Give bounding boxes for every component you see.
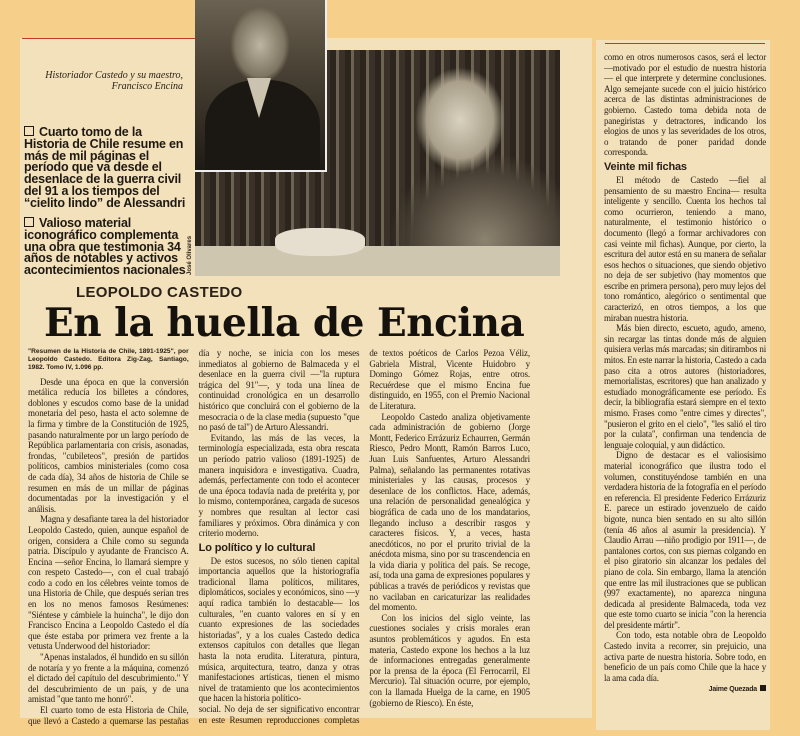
paragraph: social. No deja de ser significativo encontrar en este Resumen reproducciones completas de textos poéticos de Carlos Pezoa Véliz, Gabriela Mistral, Vicente Huidobro y Domingo Gómez Rojas, entre otros. Recuérdese que el mismo Encina fue distinguido, en 1955, con el Premio Nacional de Literatura. <box>198 348 530 725</box>
paragraph: Con los inicios del siglo veinte, las cuestiones sociales y crisis morales eran asuntos problemáticos y agudos. En esta materia, Castedo expone los hechos a la luz de informaciones entregadas generalmente por la prensa de la época (El Ferrocarril, El Mercurio). Tal situación ocurre, por ejemplo, con la llamada Huelga de la carne, en 1905 (gobierno de Riesco). En éste, <box>369 612 530 708</box>
subheading: Veinte mil fichas <box>604 160 687 173</box>
paragraph: Digno de destacar es el valiosísimo material iconográfico que ilustra todo el volumen, constituyéndose también en una verdadera historia de la fotografía en el período en referencia. El presidente Federico Errázuriz E. parece un estirado jovenzuelo de caído bigote, nunca bien sentado en su alto sillón (tenía 46 años al asumir la presidencia). Y Claudio Arrau —niño prodigio por 1911—, de pantalones cortos, con sus piernas colgando en el piso giratorio sin alcanzar los pedales del piano de cola. Sin embargo, llama la atención que entre las mil ilustraciones que se publican (997 exactamente), no aparezca ninguna dedicada al presidente Balmaceda, toda vez que este tomo cuarto se inicia "con la herencia del presidente mártir". <box>604 450 766 630</box>
paragraph: Con todo, esta notable obra de Leopoldo Castedo invita a recorrer, sin prejuicio, una activa parte de nuestra historia. Sobre todo, en beneficio de un país como Chile que la hace y la ama cada día. <box>604 630 766 683</box>
author-kicker: LEOPOLDO CASTEDO <box>76 284 243 301</box>
deck-2-text: Valioso material iconográfico complementa una obra que testimonia 34 años de notables y activos acontecimientos nacionales <box>24 216 186 278</box>
paragraph: De estos sucesos, no sólo tienen capital importancia aquellos que la historiografía tradicional llama políticos, militares, diplomáticos, sociales y económicos, sino —y aquí radica también lo destacable— los culturales, "en cuanto valores en sí y en cuanto expresiones de las sociedades historiadas", y a los cuales Castedo dedica extensos capítulos con detalles que llegan hasta la nota erudita. Literatura, pintura, música, arquitectura, teatro, danza y otras manifestaciones artísticas, tienen el mismo nivel de tratamiento que los acontecimientos que hacen la historia político- <box>198 555 360 704</box>
paragraph: Evitando, las más de las veces, la terminología especializada, esta obra rescata un período patrio valioso (1891-1925) de manera inquisidora e investigativa. Cuadra, además, perfectamente con todo el acontecer de una época todavía nada de pretérita y, por lo mismo, contemporánea, cargada de sucesos y nombres que resultan al lector casi familiares y próximos. Obra dinámica y con criterio moderno. <box>198 432 360 539</box>
book-citation: "Resumen de la Historia de Chile, 1891-1925", por Leopoldo Castedo. Editora Zig-Zag, Santiago, 1982. Tomo IV, 1.096 pp. <box>28 348 189 372</box>
byline <box>604 685 766 694</box>
paragraph: El método de Castedo —fiel al pensamiento de su maestro Encina— resulta inteligente y sencillo. Cuenta los hechos tal como ocurrieron, teniendo a mano, naturalmente, el testimonio histórico o documento (llegó a formar archivadores con casi veinte mil fichas). Aunque, por cierto, la escritura del autor está en su manera de señalar esos hechos o situaciones, que siendo objetivo no deja de ser subjetivo (hay momentos que escribe en primera persona), pero muy lejos del tono romántico, alegórico o sentimental que caracterizó, en otros tiempos, a los que miraban nuestra historia. <box>604 174 766 323</box>
photo-desk <box>195 246 560 276</box>
deck-2 <box>24 217 186 277</box>
photo-francisco-encina <box>195 0 327 172</box>
top-rule-right <box>605 43 765 44</box>
photo-hand <box>275 228 365 256</box>
paragraph: Magna y desafiante tarea la del historiador Leopoldo Castedo, quien, aunque español de origen, considera a Chile como su segunda patria. Discípulo y ayudante de Francisco A. Encina —señor Encina, lo llamará siempre y con respeto Castedo—, con el cual trabajó codo a codo en los célebres veinte tomos de una Historia de Chile, que después serían tres en los no menos famosos Resúmenes: "Siéntese y cámbiele la huincha", le dijo don Francisco Encina a Leopoldo Castedo el día que éste estaba por primera vez frente a la vetusta Underwood del historiador: <box>28 514 189 652</box>
paragraph: Más bien directo, escueto, agudo, ameno, sin recargar las tintas donde más de alguien quisiera verlas más marcadas; sin ditirambos ni mitos. En este narrar la historia, Castedo a cada paso cita a otros autores (historiadores, memorialistas, escritores) que han analizado y estudiado monográficamente ese período. Es decir, la bibliografía estará siempre en el texto mismo. Frases como "entre cimes y directes", "pusieron el grito en el cielo", "les salió el tiro por la culata", confirman una tendencia de lenguaje coloquial, y aun didáctico. <box>604 323 766 450</box>
paragraph: "Apenas instalados, él hundido en su sillón de notaría y yo frente a la máquina, comenzó el dictado del capítulo del descubrimiento." Y del descubrimiento de un país, y de una amistad "que tanto me honró". <box>28 652 189 705</box>
deck-1 <box>24 126 186 210</box>
bullet-box-icon <box>24 126 34 136</box>
byline-name: Jaime Quezada <box>708 686 757 694</box>
article-body-left <box>28 348 530 726</box>
headline: En la huella de Encina <box>44 300 525 346</box>
photo-credit: José Olivares <box>187 235 193 275</box>
paragraph: Leopoldo Castedo analiza objetivamente cada administración de gobierno (Jorge Montt, Federico Errázuriz Echaurren, Germán Riesco, Pedro Montt, Ramón Barros Luco, Juan Luis Sanfuentes, Arturo Alessandri Palma), señalando las permanentes rotativas ministeriales y las causas, procesos y desenlace de los conflictos. Hace, además, una relación de personalidad genealógica y biográfica de cada uno de los mandatarios, llegando incluso a describir rasgos y caracteres físicos. Y, a veces, hasta anecdóticos, no por el prurito trivial de la anécdota misma, sino por su trascendencia en la vida diaria y política del país. Se recoge, así, toda una gama de expresiones populares y públicas a través de periódicos y revistas que no vacilaban en caricaturizar las realidades del momento. <box>369 411 530 613</box>
paragraph: El cuarto tomo de esta Historia de Chile, que llevó a Castedo a quemarse las pestañas día y noche, se inicia con los meses inmediatos al gobierno de Balmaceda y el desenlace en la guerra civil —"la ruptura trágica del 91"—, y toda una línea de continuidad cronológica en un desarrollo histórico que concluirá con el gobierno de la mesocracia o de la clase media (supuesto "que no pasó de tal") de Arturo Alessandri. <box>28 348 360 726</box>
column-4 <box>604 52 766 694</box>
subheading: Lo político y lo cultural <box>198 541 316 554</box>
deck-1-text: Cuarto tomo de la Historia de Chile resume en más de mil páginas el período que va desde el desenlace de la guerra civil del 91 a los tiempos del “cielito lindo” de Alessandri <box>24 125 186 210</box>
end-mark-icon <box>760 685 766 691</box>
bullet-box-icon <box>24 217 34 227</box>
top-rule <box>22 38 195 39</box>
photo-caption: Historiador Castedo y su maestro, Francisco Encina <box>45 70 183 92</box>
paragraph: como en otros numerosos casos, será el lector —motivado por el estudio de nuestra historia— el que interprete y determine conclusiones. Algo semejante sucede con el juicio histórico acerca de las distintas administraciones de gobierno. Castedo toma debida nota de panegiristas y detractores, indicando los elogios de unos y las severidades de los otros, o tratando de poner paridad donde corresponda. <box>604 52 766 158</box>
paragraph: Desde una época en que la conversión metálica reducía los billetes a cóndores, doblones y escudos como base de la unidad monetaria del peso, hasta el acto solemne de la firma y timbre de la Constitución de 1925, pasando naturalmente por un largo período de República parlamentaria con crisis, asonadas, frondas, "cubileteos", presión de partidos políticos, cambios ministeriales (como cosa de cada día), 34 años de historia de Chile se resumen en más de un millar de páginas documentadas por la investigación y el análisis. <box>28 376 189 514</box>
